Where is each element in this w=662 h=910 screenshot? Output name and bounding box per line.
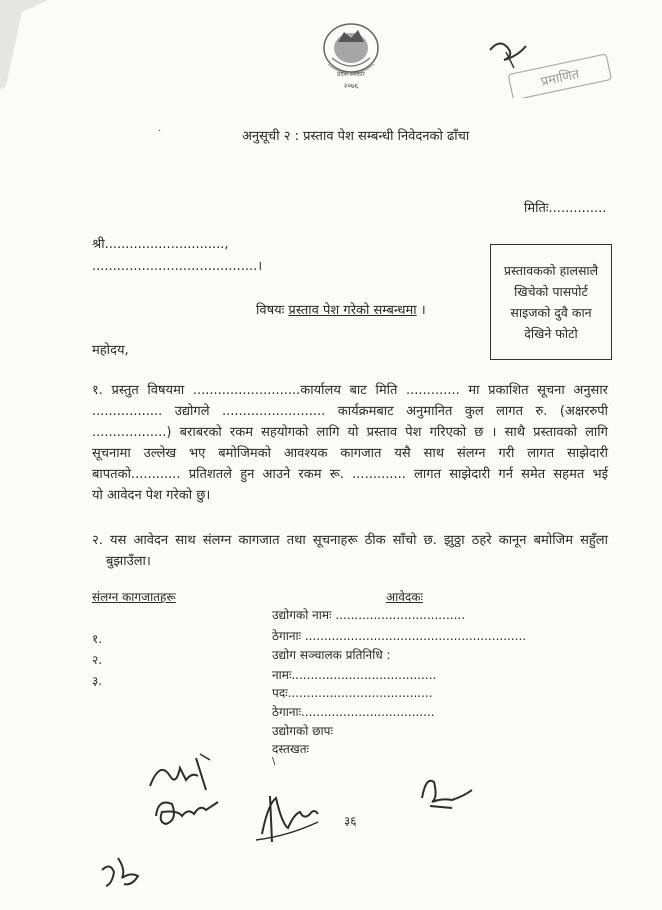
attachments-heading: संलग्न कागजातहरू xyxy=(92,590,176,604)
addressee-line-2: ........................................। xyxy=(92,259,263,274)
subject-label: विषयः xyxy=(256,303,285,318)
addressee-line-1: श्री............................., xyxy=(92,237,229,252)
subject-line xyxy=(256,300,426,318)
attachment-item: ३. xyxy=(92,674,103,688)
document-title: अनुसूची २ : प्रस्ताव पेश सम्बन्धी निवेदनको ढाँचा xyxy=(242,129,470,144)
attachment-item: २. xyxy=(92,653,103,667)
subject-text: प्रस्ताव पेश गरेको सम्बन्धमा xyxy=(288,303,417,318)
salutation: महोदय, xyxy=(92,343,129,358)
paragraph-2 xyxy=(92,530,608,572)
government-seal-emblem xyxy=(318,18,384,92)
applicant-field: उद्योगको नामः .................................. xyxy=(272,608,466,622)
applicant-field: नामः...................................... xyxy=(272,668,437,682)
photo-box-line: खिचेको पासपोर्ट xyxy=(514,284,588,299)
paragraph-1-line: १. प्रस्तुत विषयमा ..........................कार्यालय बाट मिति ............. मा प्रकाशित सूचना अनुसार xyxy=(92,383,608,398)
paragraph-1-line: बापतको............ प्रतिशतले हुन आउने रकम रू. ............. लागत साझेदारी गर्न समेत सहमत भई xyxy=(92,467,608,482)
date-field: मितिः.............. xyxy=(524,201,607,216)
stray-mark: \ xyxy=(272,756,276,767)
stray-mark: · xyxy=(158,126,162,137)
applicant-field: दस्तखतः xyxy=(272,742,309,756)
applicant-heading: आवेदकः xyxy=(386,590,423,604)
page-number: ३६ xyxy=(344,814,357,828)
applicant-field: उद्योगको छापः xyxy=(272,724,333,738)
paragraph-1-line: ................. उद्योगले ......................... कार्यक्रमबाट अनुमानित कुल लागत रु. (अक्षररुपी xyxy=(92,404,608,419)
photo-box-line: साइजको दुवै कान xyxy=(510,305,592,320)
applicant-field: पदः...................................... xyxy=(272,686,433,700)
handwritten-signature-5 xyxy=(92,850,152,894)
stamp-text: प्रमाणित xyxy=(539,67,581,90)
handwritten-signature-2 xyxy=(148,786,228,836)
photo-box-line: देखिने फोटो xyxy=(524,326,578,341)
applicant-field: उद्योग सञ्चालक प्रतिनिधि : xyxy=(272,648,391,662)
paragraph-2-line: बुझाउँला। xyxy=(106,554,151,569)
seal-text-1: प्रदेश सरकार xyxy=(337,71,365,78)
subject-end: । xyxy=(416,303,426,318)
paragraph-2-line: २. यस आवेदन साथ संलग्न कागजात तथा सूचनाहरू ठीक साँचो छ. झुठ्ठा ठहरे कानून बमोजिम सहुँला xyxy=(92,533,608,548)
handwritten-signature-4 xyxy=(412,768,482,818)
paragraph-1-line: यो आवेदन पेश गरेको छु। xyxy=(92,488,211,503)
applicant-field: ठेगानाः .......................................................... xyxy=(272,629,527,643)
verification-stamp xyxy=(470,28,620,98)
handwritten-signature-3 xyxy=(248,784,348,844)
attachment-item: १. xyxy=(92,632,103,646)
applicant-field: ठेगानाः................................... xyxy=(272,705,435,719)
seal-text-2: २०७६ xyxy=(343,82,359,90)
page-corner-fold xyxy=(0,0,60,90)
paragraph-1 xyxy=(92,380,608,506)
photo-box-line: प्रस्तावकको हालसालै xyxy=(503,263,599,278)
paragraph-1-line: ..................) बराबरको रकम सहयोगको लागि यो प्रस्ताव पेश गरिएको छ । साथै प्रस्तावको लागि xyxy=(92,425,608,440)
paragraph-1-line: सूचनामा उल्लेख भए बमोजिमको आवश्यक कागजात यसै साथ संलग्न गरी लागत साझेदारी xyxy=(92,446,608,461)
photo-placeholder-box xyxy=(490,244,612,360)
